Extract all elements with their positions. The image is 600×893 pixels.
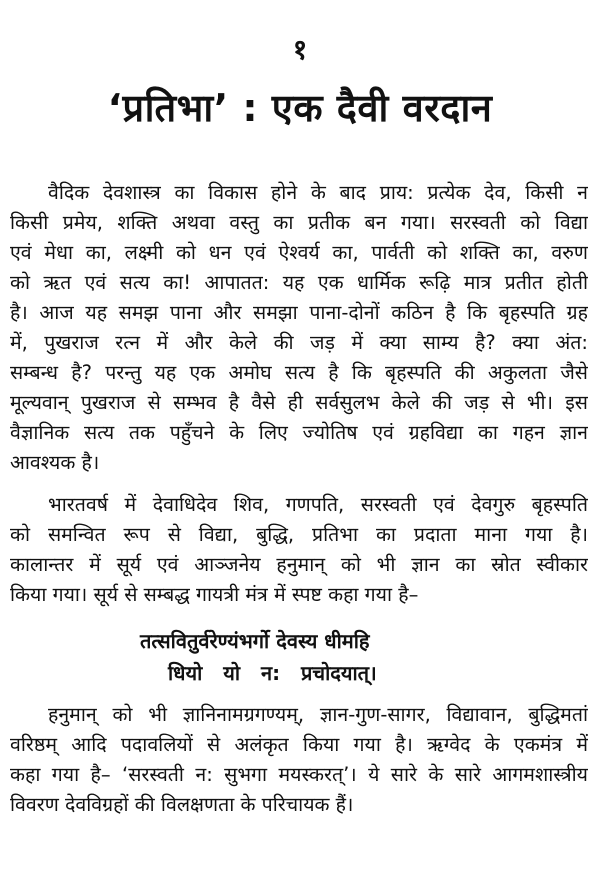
verse-line-2: धियो यो न: प्रचोदयात्। xyxy=(168,661,377,685)
chapter-number: १ xyxy=(292,33,308,66)
paragraph-3-line-1: हनुमान् को भी ज्ञानिनामग्रगण्यम्, ज्ञान-गुण-सागर, विद्यावान, बुद्धिमतां xyxy=(48,703,588,726)
paragraph-2-line-1: भारतवर्ष में देवाधिदेव शिव, गणपति, सरस्वती एवं देवगुरु बृहस्पति xyxy=(48,493,588,516)
paragraph-2-line-3: कालान्तर में सूर्य एवं आञ्जनेय हनुमान् को भी ज्ञान का स्रोत स्वीकार xyxy=(10,553,588,576)
paragraph-1-line-8: मूल्यवान् पुखराज से सम्भव है वैसे ही सर्वसुलभ केले की जड़ से भी। इस xyxy=(10,391,588,414)
paragraph-2-line-2: को समन्वित रूप से विद्या, बुद्धि, प्रतिभा का प्रदाता माना गया है। xyxy=(10,523,588,546)
paragraph-1-line-1: वैदिक देवशास्त्र का विकास होने के बाद प्राय: प्रत्येक देव, किसी न xyxy=(48,181,588,204)
paragraph-1-line-4: को ऋत एवं सत्य का! आपातत: यह एक धार्मिक रूढ़ि मात्र प्रतीत होती xyxy=(10,271,588,294)
paragraph-1-line-5: है। आज यह समझ पाना और समझा पाना-दोनों कठिन है कि बृहस्पति ग्रह xyxy=(10,301,588,324)
chapter-title: ‘प्रतिभा’ : एक दैवी वरदान xyxy=(107,86,493,130)
paragraph-1-line-6: में, पुखराज रत्न में और केले की जड़ में क्या साम्य है? क्या अंत: xyxy=(10,331,588,354)
paragraph-2-line-4: किया गया। सूर्य से सम्बद्ध गायत्री मंत्र में स्पष्ट कहा गया है– xyxy=(10,583,419,606)
paragraph-1-line-9: वैज्ञानिक सत्य तक पहुँचने के लिए ज्योतिष एवं ग्रहविद्या का गहन ज्ञान xyxy=(10,421,588,444)
paragraph-1-line-10: आवश्यक है। xyxy=(10,451,100,474)
paragraph-3-line-4: विवरण देवविग्रहों की विलक्षणता के परिचायक हैं। xyxy=(10,793,354,816)
paragraph-3-line-2: वरिष्ठम् आदि पदावलियों से अलंकृत किया गया है। ऋग्वेद के एकमंत्र में xyxy=(10,733,588,756)
paragraph-1-line-7: सम्बन्ध है? परन्तु यह एक अमोघ सत्य है कि बृहस्पति की अकुलता जैसे xyxy=(10,361,588,384)
verse-line-1: तत्सवितुर्वरेण्यंभर्गो देवस्य धीमहि xyxy=(140,629,370,653)
paragraph-3-line-3: कहा गया है– ‘सरस्वती न: सुभगा मयस्करत्’। ये सारे के सारे आगमशास्त्रीय xyxy=(10,763,588,786)
paragraph-1-line-2: किसी प्रमेय, शक्ति अथवा वस्तु का प्रतीक बन गया। सरस्वती को विद्या xyxy=(10,211,588,234)
paragraph-1-line-3: एवं मेधा का, लक्ष्मी को धन एवं ऐश्वर्य का, पार्वती को शक्ति का, वरुण xyxy=(10,241,588,264)
